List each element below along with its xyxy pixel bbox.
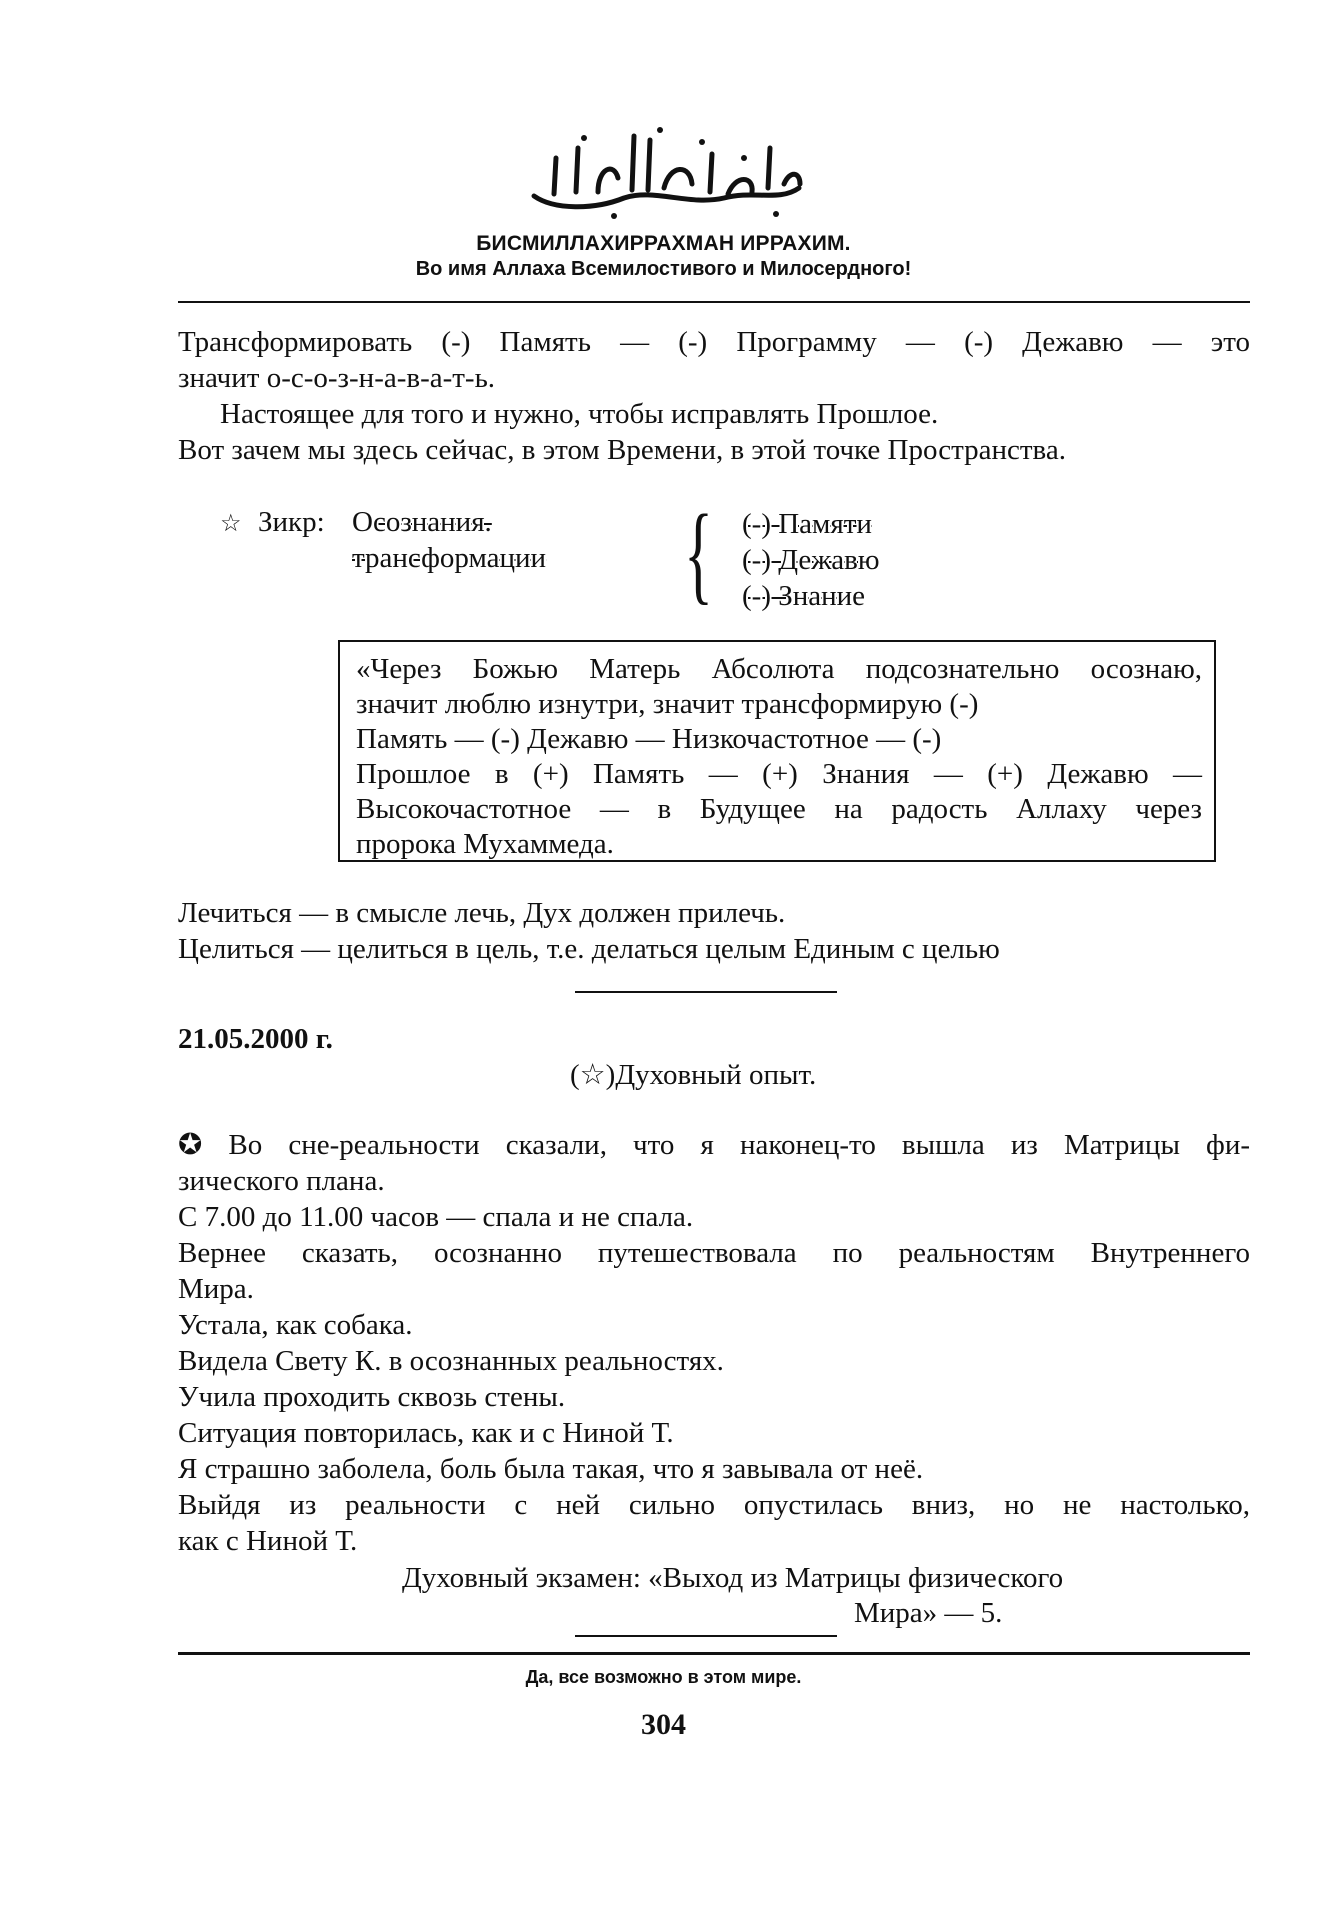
- exam-line: Духовный экзамен: «Выход из Матрицы физического: [402, 1562, 1064, 1594]
- exam-line: Мира» — 5.: [854, 1597, 1003, 1629]
- paragraph-line: Настоящее для того и нужно, чтобы исправлять Прошлое.: [220, 398, 939, 430]
- entry-line: Видела Свету К. в осознанных реальностях.: [178, 1345, 724, 1377]
- zikr-label: Зикр:: [258, 506, 325, 538]
- paragraph-line: Целиться — целиться в цель, т.е. делаться целым Единым с целью: [178, 933, 1000, 965]
- page-number: 304: [641, 1708, 686, 1741]
- entry-line: Я страшно заболела, боль была такая, что я завывала от неё.: [178, 1453, 924, 1485]
- section-divider: [575, 991, 837, 993]
- entry-line: Выйдя из реальности с ней сильно опустилась вниз, но не настолько,: [178, 1489, 1250, 1521]
- entry-line: ✪ Во сне-реальности сказали, что я наконец-то вышла из Матрицы фи-: [178, 1129, 1250, 1161]
- paragraph-line: Трансформировать (-) Память — (-) Программу — (-) Дежавю — это: [178, 326, 1250, 358]
- entry-line: как с Ниной Т.: [178, 1525, 358, 1557]
- quote-line: значит люблю изнутри, значит трансформирую (-): [356, 688, 979, 720]
- entry-date: 21.05.2000 г.: [178, 1023, 333, 1055]
- entry-line: Ситуация повторилась, как и с Ниной Т.: [178, 1417, 674, 1449]
- header-translation: Во имя Аллаха Всемилостивого и Милосердного!: [415, 258, 912, 280]
- header-divider: [178, 301, 1250, 303]
- entry-line: С 7.00 до 11.00 часов — спала и не спала.: [178, 1201, 694, 1233]
- entry-line: зического плана.: [178, 1165, 385, 1197]
- paragraph-line: Лечиться — в смысле лечь, Дух должен прилечь.: [178, 897, 786, 929]
- entry-line: Вернее сказать, осознанно путешествовала по реальностям Внутреннего: [178, 1237, 1250, 1269]
- calligraphy-drawing: [514, 118, 814, 226]
- zikr-right-item: (-) Памяти: [742, 508, 872, 540]
- entry-line: Устала, как собака.: [178, 1309, 413, 1341]
- zikr-right-item: (-) Знание: [742, 580, 866, 612]
- star-icon: ☆: [220, 511, 242, 537]
- paragraph-line: Вот зачем мы здесь сейчас, в этом Времени, в этой точке Пространства.: [178, 434, 1066, 466]
- quote-box: [338, 640, 1216, 862]
- entry-heading: (☆)Духовный опыт.: [570, 1059, 817, 1091]
- paragraph-line: значит о-с-о-з-н-а-в-а-т-ь.: [178, 362, 496, 394]
- footer-text: Да, все возможно в этом мире.: [525, 1667, 802, 1687]
- zikr-right-item: (-) Дежавю: [742, 544, 880, 576]
- quote-line: Память — (-) Дежавю — Низкочастотное — (-): [356, 723, 942, 755]
- entry-line: Мира.: [178, 1273, 254, 1305]
- quote-line: Высокочастотное — в Будущее на радость Аллаху через: [356, 793, 1202, 825]
- curly-brace: {: [684, 492, 714, 614]
- header-transliteration: БИСМИЛЛАХИРРАХМАН ИРРАХИМ.: [476, 232, 851, 255]
- zikr-left-line: Осознания.: [352, 506, 492, 538]
- quote-line: Прошлое в (+) Память — (+) Знания — (+) Дежавю —: [356, 758, 1202, 790]
- section-divider: [575, 1635, 837, 1637]
- entry-line: Учила проходить сквозь стены.: [178, 1381, 566, 1413]
- quote-line: пророка Мухаммеда.: [356, 828, 614, 860]
- zikr-left-line: трансформации: [352, 542, 547, 574]
- footer-divider: [178, 1652, 1250, 1655]
- quote-line: «Через Божью Матерь Абсолюта подсознательно осознаю,: [356, 653, 1202, 685]
- bismillah-calligraphy: [0, 118, 1327, 226]
